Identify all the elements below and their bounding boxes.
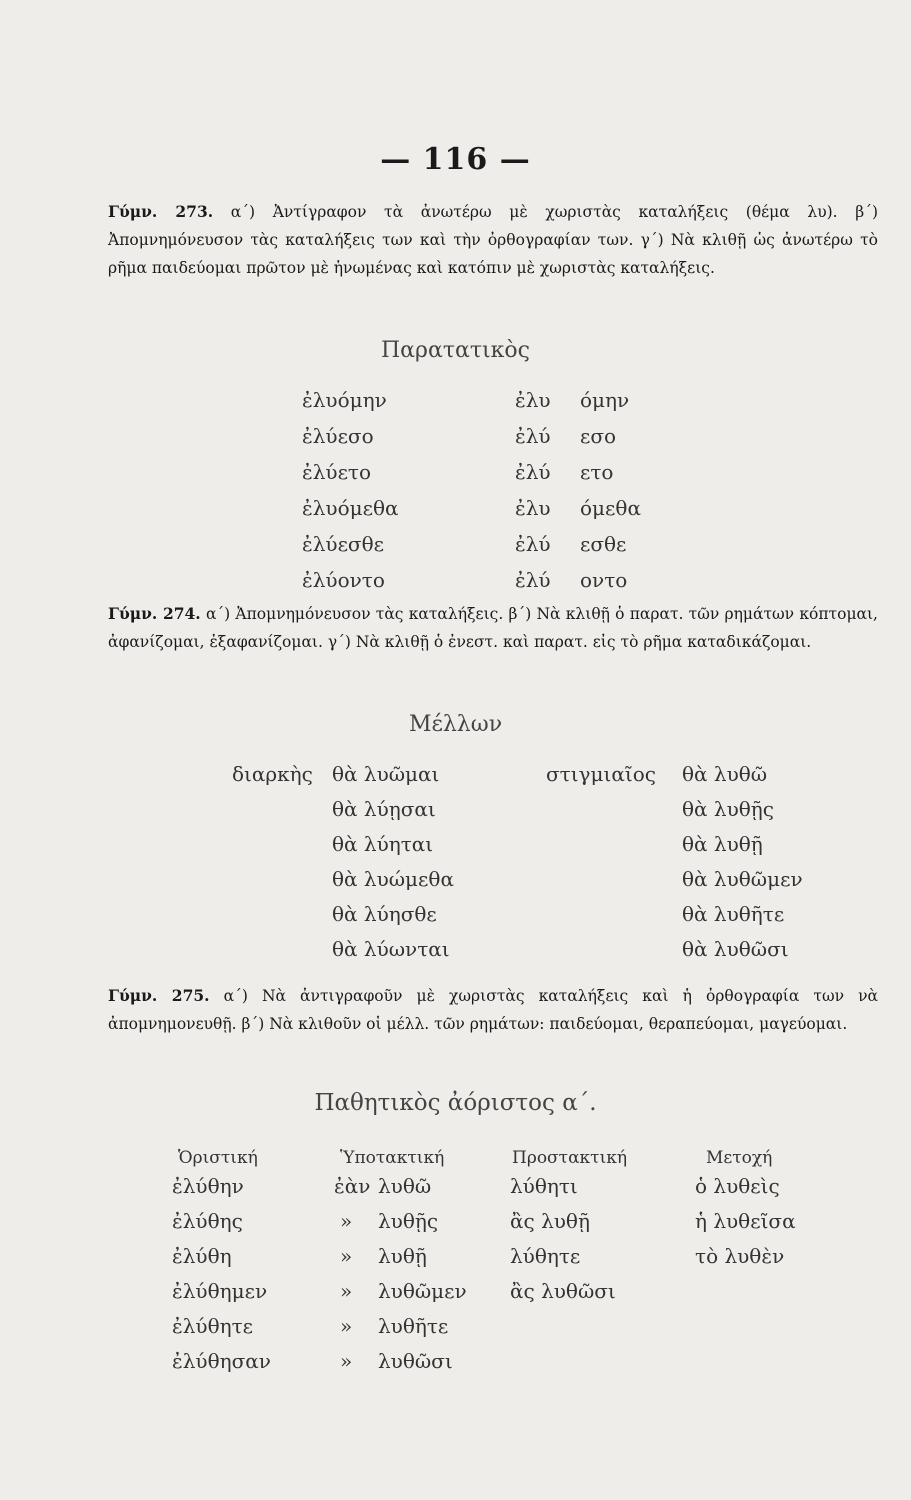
future-momentary-form: θὰ λυθῇς: [682, 797, 774, 821]
aorist-participle-form: τὸ λυθὲν: [695, 1244, 785, 1268]
aorist-subjunctive-form: λυθῆτε: [378, 1314, 449, 1338]
imperfect-stem: ἐλυ: [515, 496, 551, 520]
future-momentary-label: στιγμιαῖος: [546, 762, 656, 786]
imperfect-full-form: ἐλυόμεθα: [302, 496, 399, 520]
aorist-indicative-form: ἐλύθητε: [172, 1314, 254, 1338]
exercise-275-text: α΄) Νὰ ἀντιγραφοῦν μὲ χωριστὰς καταλήξεις καὶ ἡ ὀρθογραφία των νὰ ἀπομνημονευθῇ. β΄) Νὰ κλιθοῦν οἱ μέλλ. τῶν ρημάτων: παιδεύομαι, θεραπεύομαι, μαγεύομαι.: [108, 987, 878, 1033]
ditto-mark: »: [340, 1279, 353, 1303]
aorist-imperative-form: λύθητε: [510, 1244, 581, 1268]
ditto-mark: »: [340, 1314, 353, 1338]
ditto-mark: »: [340, 1209, 353, 1233]
aorist-subjunctive-form: λυθῇ: [378, 1244, 427, 1268]
aorist-indicative-form: ἐλύθην: [172, 1174, 244, 1198]
imperfect-ending: εσο: [580, 424, 617, 448]
imperfect-ending: όμην: [580, 388, 630, 412]
aorist-title: Παθητικὸς ἀόριστος α΄.: [314, 1090, 597, 1116]
ditto-mark: »: [340, 1349, 353, 1373]
imperfect-stem: ἐλύ: [515, 424, 551, 448]
future-momentary-form: θὰ λυθῶ: [682, 762, 768, 786]
future-momentary-form: θὰ λυθῶσι: [682, 937, 789, 961]
imperfect-stem: ἐλυ: [515, 388, 551, 412]
aorist-subjunctive-form: λυθῇς: [378, 1209, 439, 1233]
aorist-participle-form: ἡ λυθεῖσα: [695, 1209, 796, 1233]
header-indicative: Ὁριστική: [178, 1148, 258, 1168]
header-participle: Μετοχή: [706, 1148, 773, 1168]
exercise-275-label: Γύμν. 275.: [108, 986, 210, 1005]
future-continuous-form: θὰ λύῃσαι: [332, 797, 436, 821]
aorist-imperative-form: ἂς λυθῶσι: [510, 1279, 616, 1303]
ditto-mark: »: [340, 1244, 353, 1268]
aorist-imperative-form: λύθητι: [510, 1174, 578, 1198]
imperfect-full-form: ἐλύετο: [302, 460, 372, 484]
imperfect-ending: οντο: [580, 568, 628, 592]
imperfect-stem: ἐλύ: [515, 532, 551, 556]
exercise-273: [108, 198, 878, 282]
aorist-subjunctive-form: λυθῶσι: [378, 1349, 453, 1373]
exercise-274-label: Γύμν. 274.: [108, 604, 201, 623]
future-title: Μέλλων: [408, 712, 503, 737]
imperfect-full-form: ἐλύεσθε: [302, 532, 384, 556]
imperfect-ending: όμεθα: [580, 496, 641, 520]
aorist-subjunctive-form: λυθῶμεν: [378, 1279, 467, 1303]
aorist-imperative-form: ἂς λυθῇ: [510, 1209, 590, 1233]
future-continuous-form: θὰ λυώμεθα: [332, 867, 454, 891]
imperfect-full-form: ἐλύοντο: [302, 568, 385, 592]
future-momentary-form: θὰ λυθῇ: [682, 832, 763, 856]
imperfect-title: Παρατατικὸς: [381, 338, 530, 363]
aorist-indicative-form: ἐλύθη: [172, 1244, 232, 1268]
imperfect-ending: εσθε: [580, 532, 627, 556]
aorist-indicative-form: ἐλύθησαν: [172, 1349, 271, 1373]
imperfect-full-form: ἐλυόμην: [302, 388, 387, 412]
imperfect-ending: ετο: [580, 460, 614, 484]
exercise-275: [108, 982, 878, 1038]
exercise-274-text: α΄) Ἀπομνημόνευσον τὰς καταλήξεις. β΄) Νὰ κλιθῇ ὁ παρατ. τῶν ρημάτων κόπτομαι, ἀφανίζομαι, ἐξαφανίζομαι. γ΄) Νὰ κλιθῇ ὁ ἐνεστ. καὶ παρατ. εἰς τὸ ρῆμα καταδικάζομαι.: [108, 605, 878, 651]
exercise-274: [108, 600, 878, 656]
imperfect-stem: ἐλύ: [515, 568, 551, 592]
aorist-subjunctive-form: λυθῶ: [378, 1174, 432, 1198]
future-continuous-form: θὰ λύηται: [332, 832, 434, 856]
page-number: — 116 —: [380, 142, 531, 177]
future-continuous-form: θὰ λύησθε: [332, 902, 437, 926]
exercise-273-label: Γύμν. 273.: [108, 202, 214, 221]
header-imperative: Προστακτική: [512, 1148, 628, 1168]
aorist-indicative-form: ἐλύθημεν: [172, 1279, 268, 1303]
aorist-subjunctive-conjunction: ἐὰν: [334, 1174, 371, 1198]
header-subjunctive: Ὑποτακτική: [340, 1148, 445, 1168]
imperfect-full-form: ἐλύεσο: [302, 424, 374, 448]
future-continuous-form: θὰ λυῶμαι: [332, 762, 440, 786]
imperfect-stem: ἐλύ: [515, 460, 551, 484]
future-momentary-form: θὰ λυθῶμεν: [682, 867, 803, 891]
exercise-273-text: α΄) Ἀντίγραφον τὰ ἀνωτέρω μὲ χωριστὰς καταλήξεις (θέμα λυ). β΄) Ἀπομνημόνευσον τὰς καταλήξεις των καὶ τὴν ὀρθογραφίαν των. γ΄) Νὰ κλιθῇ ὡς ἀνωτέρω τὸ ρῆμα παιδεύομαι πρῶτον μὲ ἡνωμένας καὶ κατόπιν μὲ χωριστὰς καταλήξεις.: [108, 203, 878, 277]
aorist-participle-form: ὁ λυθεὶς: [695, 1174, 780, 1198]
future-continuous-label: διαρκὴς: [232, 762, 313, 786]
future-momentary-form: θὰ λυθῆτε: [682, 902, 785, 926]
aorist-indicative-form: ἐλύθης: [172, 1209, 243, 1233]
future-continuous-form: θὰ λύωνται: [332, 937, 450, 961]
